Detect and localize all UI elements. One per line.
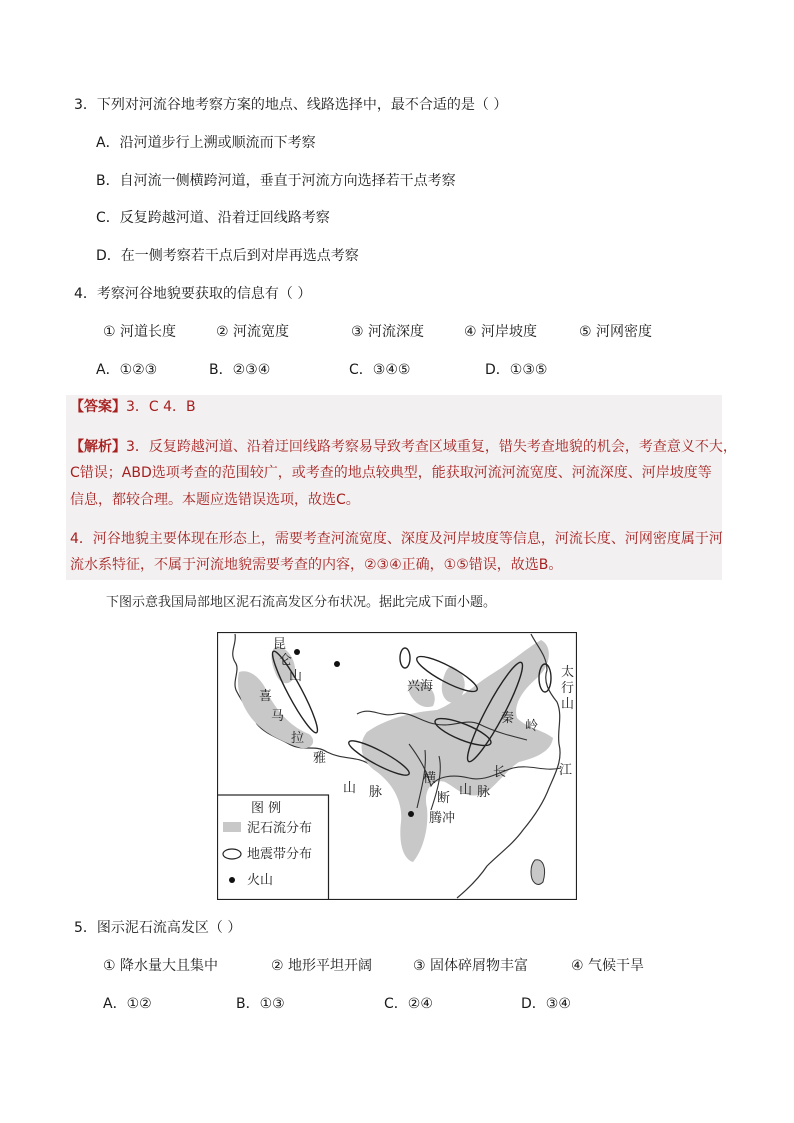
q3-option-a: A．沿河道步行上溯或顺流而下考察 [96, 135, 316, 151]
label-hengduan-shan: 山 [459, 783, 473, 798]
label-duan: 断 [437, 791, 451, 806]
q3-option-b: B．自河流一侧横跨河道，垂直于河流方向选择若干点考察 [96, 173, 456, 189]
q4-item-2: ② 河流宽度 [216, 324, 290, 340]
legend-volcano: 火山 [247, 873, 274, 888]
q3-stem: 3．下列对河流谷地考察方案的地点、线路选择中，最不合适的是（ ） [74, 97, 508, 113]
q4-items [103, 322, 703, 342]
label-hengduan-mai: 脉 [477, 785, 491, 800]
q4-item-1: ① 河道长度 [103, 324, 177, 340]
legend-mudflow: 泥石流分布 [247, 821, 313, 836]
analysis-line-1: 【解析】3．反复跨越河道、沿着迂回线路考察易导致考查区域重复，错失考查地貌的机会，考查意义不大， [70, 439, 737, 455]
map-intro: 下图示意我国局部地区泥石流高发区分布状况。据此完成下面小题。 [106, 595, 497, 610]
label-ya: 雅 [313, 751, 327, 766]
analysis-line-2: C错误；ABD选项考查的范围较广，或考查的地点较典型，能获取河流河流宽度、河流深度、河岸坡度等 [70, 465, 712, 481]
q5-choice-d: D．③④ [521, 996, 571, 1012]
answer-text: 3．C 4．B [126, 399, 196, 415]
label-hang: 行 [561, 681, 575, 696]
q5-choice-c: C．②④ [384, 996, 433, 1012]
label-tengchong: 腾冲 [429, 811, 456, 826]
label-xinghai: 兴海 [407, 679, 434, 694]
analysis-q4-line-2: 流水系特征，不属于河流地貌需要考查的内容，②③④正确，①⑤错误，故选B。 [70, 557, 563, 573]
label-himalaya-shan: 山 [343, 781, 357, 796]
q4-choice-d: D．①③⑤ [485, 362, 548, 378]
mudflow-map [217, 632, 577, 900]
q3-option-c: C．反复跨越河道、沿着迂回线路考察 [96, 210, 330, 226]
label-kunlun-shan: 山 [289, 669, 303, 684]
label-qin: 秦 [501, 711, 515, 726]
legend-mudflow-swatch [223, 822, 241, 832]
label-lun: 仑 [279, 653, 293, 668]
label-jiang: 江 [559, 763, 573, 778]
label-ling: 岭 [525, 719, 539, 734]
label-taihang-shan: 山 [561, 697, 575, 712]
answer-box [66, 395, 722, 580]
q5-stem: 5．图示泥石流高发区（ ） [74, 920, 242, 936]
q4-choices [96, 360, 596, 380]
q5-item-4: ④ 气候干旱 [571, 958, 645, 974]
q5-choice-a: A．①② [103, 996, 152, 1012]
q4-stem: 4．考察河谷地貌要获取的信息有（ ） [74, 286, 312, 302]
q5-items [103, 956, 703, 976]
q4-item-3: ③ 河流深度 [351, 324, 425, 340]
analysis-q4-line-1: 4．河谷地貌主要体现在形态上，需要考查河流宽度、深度及河岸坡度等信息，河流长度、河网密度属于河 [70, 531, 723, 547]
q5-item-2: ② 地形平坦开阔 [271, 958, 373, 974]
label-la: 拉 [291, 731, 305, 746]
q3-option-d: D．在一侧考察若干点后到对岸再选点考察 [96, 248, 359, 264]
analysis-tag: 【解析】 [70, 439, 126, 455]
map-figure [217, 632, 577, 900]
q4-item-5: ⑤ 河网密度 [579, 324, 653, 340]
island [531, 860, 545, 885]
label-tai: 太 [561, 665, 575, 680]
q4-choice-a: A．①②③ [96, 362, 158, 378]
q5-choices [103, 994, 603, 1014]
label-chang: 长 [493, 765, 507, 780]
legend-volcano-swatch [229, 877, 235, 883]
q5-item-1: ① 降水量大且集中 [103, 958, 219, 974]
map-legend [218, 795, 329, 900]
label-ma: 马 [271, 709, 285, 724]
label-heng: 横 [423, 771, 437, 786]
q4-choice-b: B．②③④ [209, 362, 271, 378]
q5-choice-b: B．①③ [236, 996, 285, 1012]
legend-earthquake: 地震带分布 [247, 847, 313, 862]
analysis-line-3: 信息，都较合理。本题应选错误选项，故选C。 [70, 492, 360, 508]
label-xi: 喜 [259, 689, 273, 704]
answer-tag: 【答案】 [70, 399, 126, 415]
label-kun: 昆 [273, 637, 287, 652]
answer-line [70, 397, 196, 417]
q4-item-4: ④ 河岸坡度 [464, 324, 538, 340]
q4-choice-c: C．③④⑤ [349, 362, 411, 378]
q5-item-3: ③ 固体碎屑物丰富 [413, 958, 529, 974]
label-himalaya-mai: 脉 [369, 785, 383, 800]
legend-title: 图 例 [251, 801, 282, 816]
